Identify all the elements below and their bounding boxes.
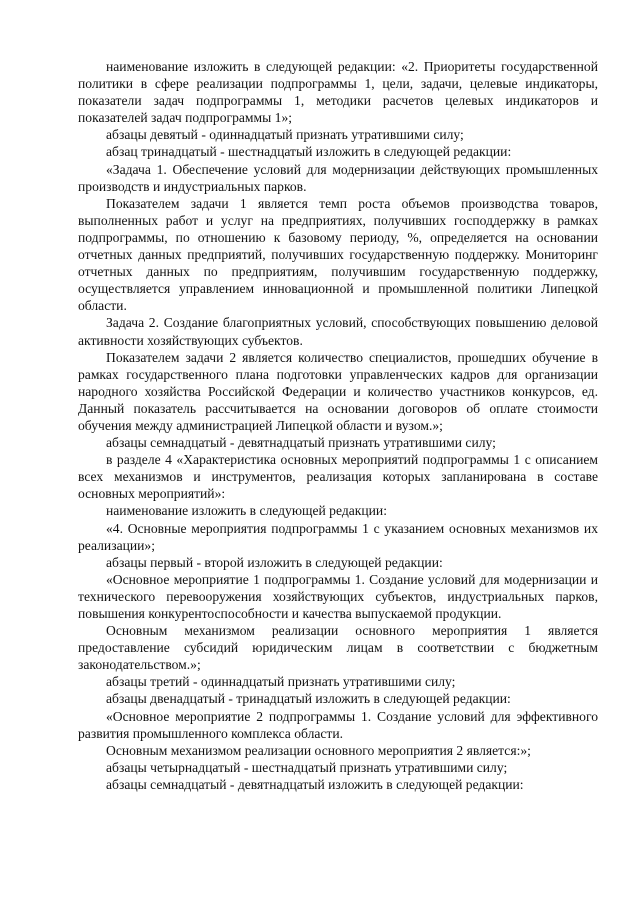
paragraph: абзацы четырнадцатый - шестнадцатый признать утратившими силу; [106,759,508,775]
paragraph: наименование изложить в следующей редакции: «2. Приоритеты государственной политики в сфере реализации подпрограммы 1, цели, задачи, целевые индикаторы, показатели задач подпрограммы 1, методики расчетов целевых индикаторов и показателей задач подпрограммы 1»; [78,59,598,126]
paragraph: Показателем задачи 1 является темп роста объемов производства товаров, выполненных работ и услуг на предприятиях, получивших господдержку в рамках подпрограммы, по отношению к базовому периоду, %, определяется на основании отчетных данных предприятий, получивших государственную поддержку. Мониторинг отчетных данных по предприятиям, получившим государственную поддержку, осуществляется управлением инновационной и промышленной политики Липецкой области. [78,195,598,314]
paragraph: Задача 2. Создание благоприятных условий, способствующих повышению деловой активности хозяйствующих субъектов. [78,315,598,348]
paragraph: абзацы третий - одиннадцатый признать утратившими силу; [106,674,456,690]
paragraph: «Основное мероприятие 2 подпрограммы 1. Создание условий для эффективного развития промышленного комплекса области. [78,708,598,741]
paragraph: «Основное мероприятие 1 подпрограммы 1. Создание условий для модернизации и технического перевооружения хозяйствующих субъектов, индустриальных парков, повышения конкурентоспособности и качества выпускаемой продукции. [78,571,598,621]
document-page [78,58,598,793]
paragraph: абзацы девятый - одиннадцатый признать утратившими силу; [106,127,464,143]
paragraph: в разделе 4 «Характеристика основных мероприятий подпрограммы 1 с описанием всех механизмов и инструментов, реализация которых запланирована в составе основных мероприятий»: [78,452,598,502]
paragraph: абзацы семнадцатый - девятнадцатый изложить в следующей редакции: [106,776,524,792]
paragraph: Основным механизмом реализации основного мероприятия 2 является:»; [106,742,531,758]
paragraph: Основным механизмом реализации основного мероприятия 1 является предоставление субсидий юридическим лицам в соответствии с бюджетным законодательством.»; [78,623,598,673]
paragraph: абзацы двенадцатый - тринадцатый изложить в следующей редакции: [106,691,511,707]
paragraph: абзацы первый - второй изложить в следующей редакции: [106,554,443,570]
paragraph: Показателем задачи 2 является количество специалистов, прошедших обучение в рамках государственного плана подготовки управленческих кадров для организации народного хозяйства Российской Федерации и количество участников конкурсов, ед. Данный показатель рассчитывается на основании договоров об оплате стоимости обучения между администрацией Липецкой области и вузом.»; [78,349,598,433]
paragraph: абзацы семнадцатый - девятнадцатый признать утратившими силу; [106,435,496,451]
paragraph: наименование изложить в следующей редакции: [106,503,387,519]
paragraph: «4. Основные мероприятия подпрограммы 1 с указанием основных механизмов их реализации»; [78,520,598,553]
paragraph: абзац тринадцатый - шестнадцатый изложить в следующей редакции: [106,144,512,160]
paragraph: «Задача 1. Обеспечение условий для модернизации действующих промышленных производств и индустриальных парков. [78,161,598,194]
